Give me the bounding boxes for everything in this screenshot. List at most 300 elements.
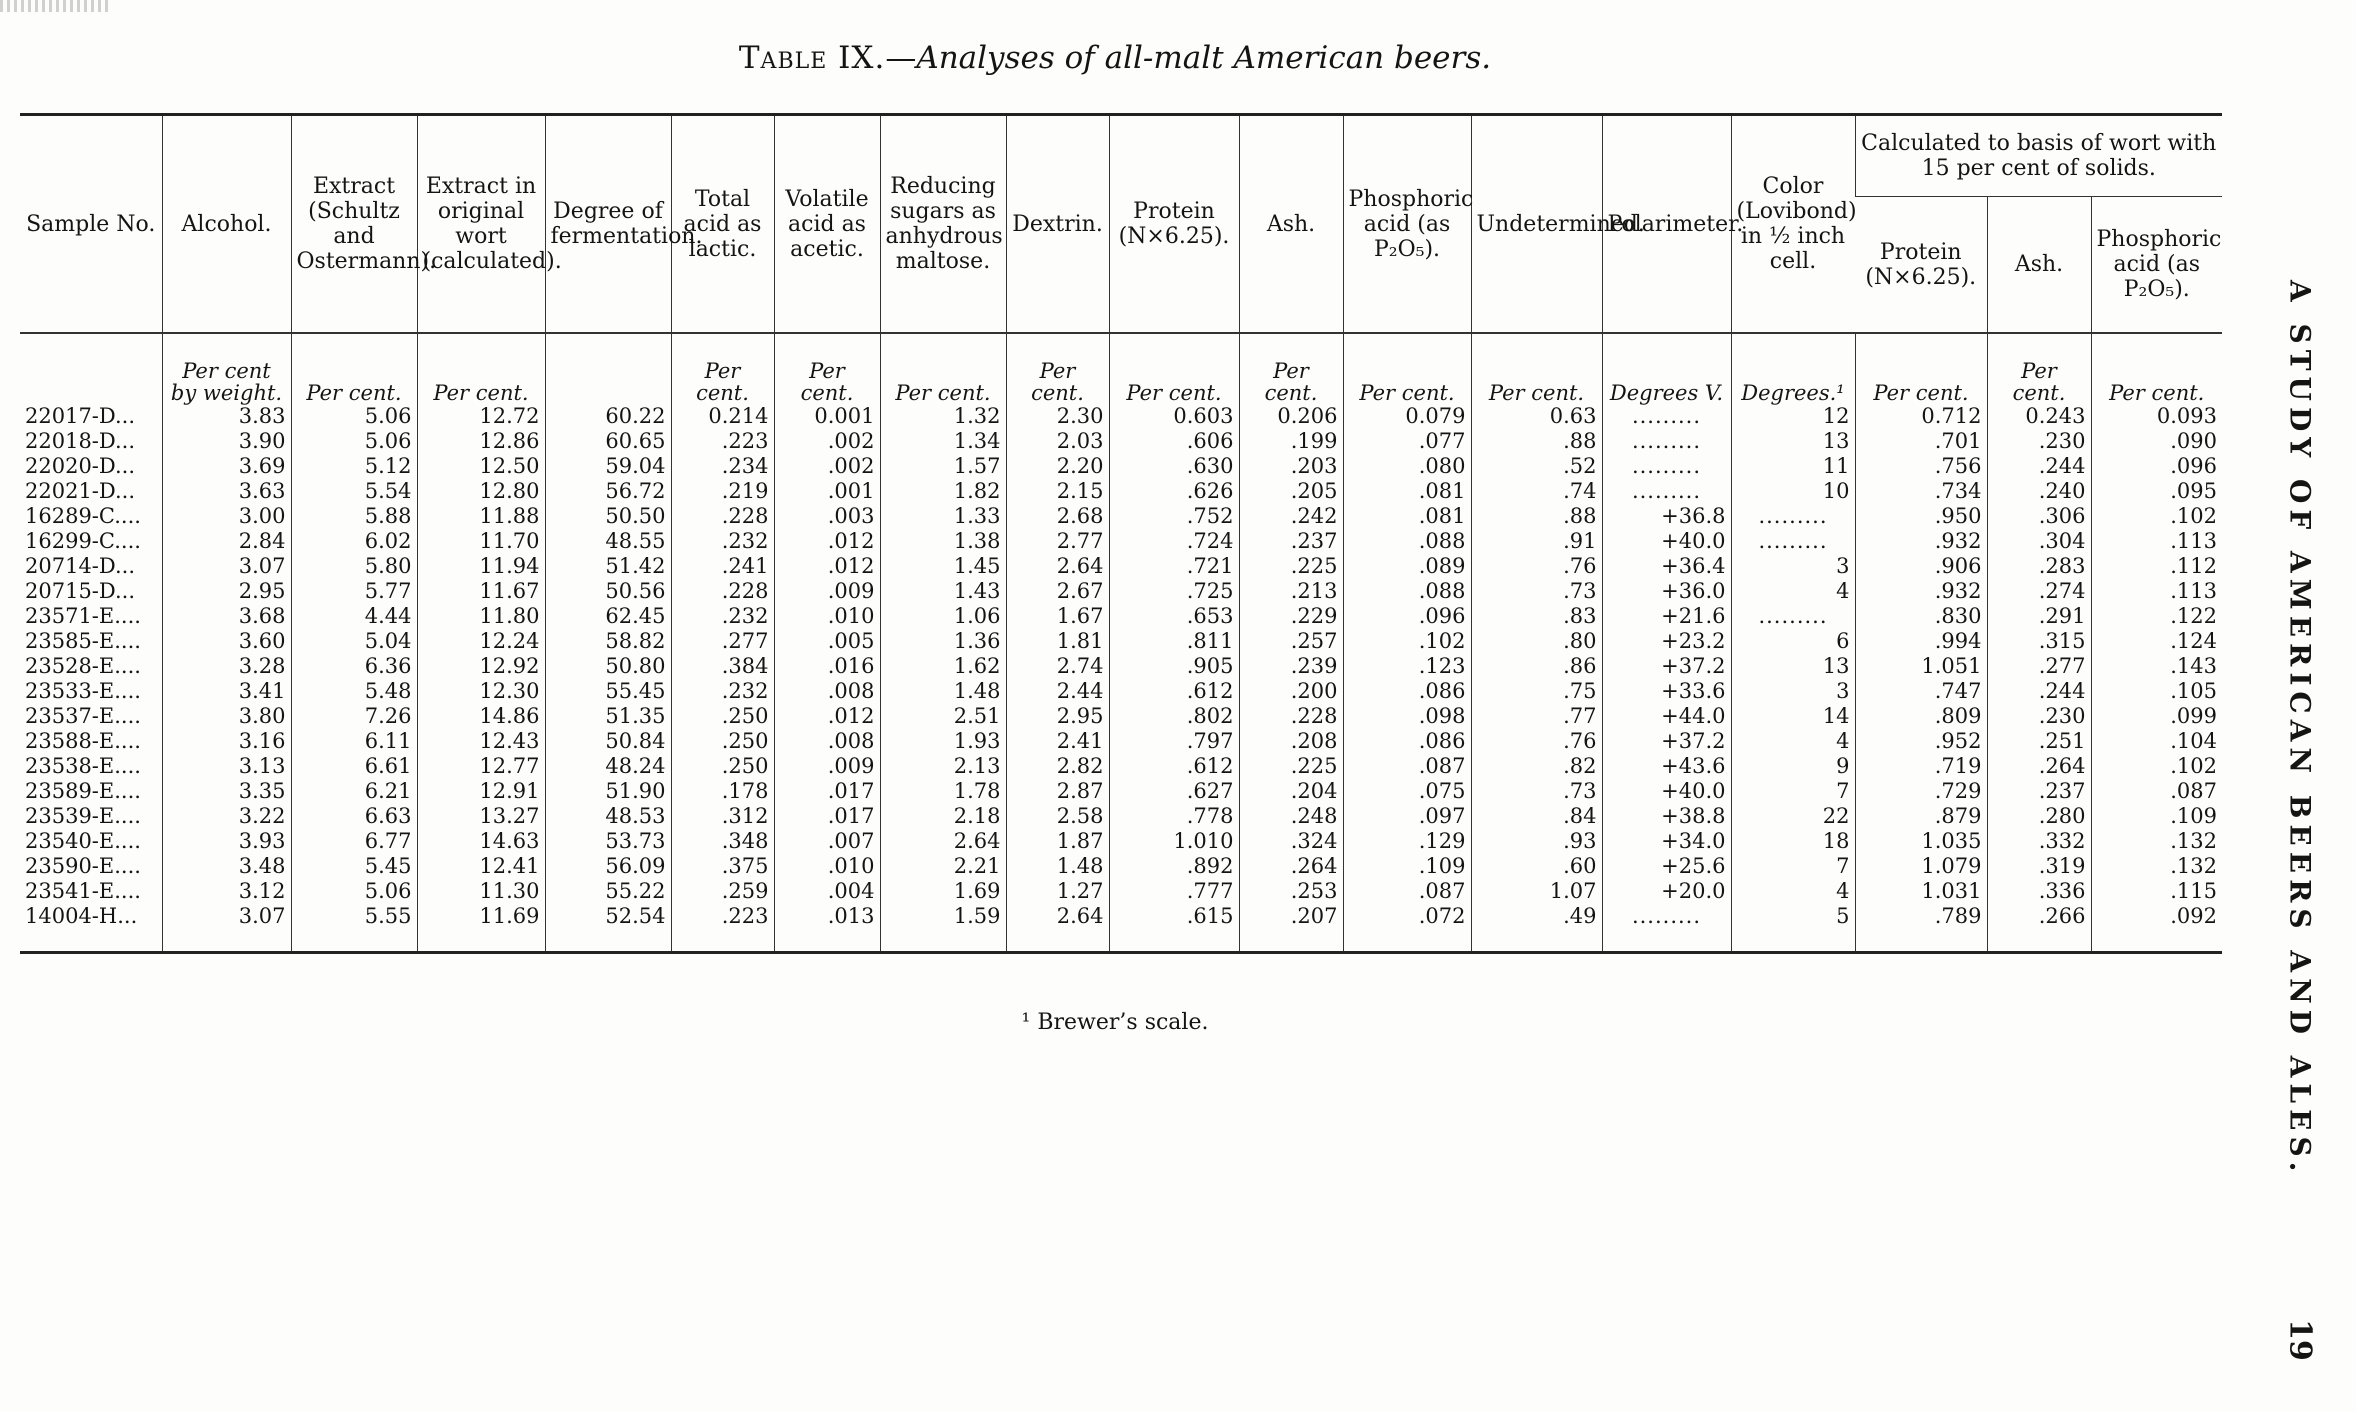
table-cell: +37.2 [1602, 729, 1731, 754]
table-cell: .75 [1471, 679, 1602, 704]
table-cell: ......... [1602, 479, 1731, 504]
table-cell: 5.45 [291, 854, 417, 879]
table-cell: 5.80 [291, 554, 417, 579]
table-cell: 5.48 [291, 679, 417, 704]
table-cell: 58.82 [545, 629, 671, 654]
table-cell: .811 [1109, 629, 1239, 654]
table-cell: .73 [1471, 779, 1602, 804]
table-cell: .93 [1471, 829, 1602, 854]
table-cell: .086 [1343, 679, 1471, 704]
table-cell: .324 [1239, 829, 1343, 854]
table-cell: .76 [1471, 729, 1602, 754]
table-cell: 56.09 [545, 854, 671, 879]
sample-number-cell: 23541-E.... [25, 879, 141, 903]
table-cell: .237 [1239, 529, 1343, 554]
table-cell: .232 [671, 679, 774, 704]
table-cell: 1.079 [1855, 854, 1987, 879]
table-cell: 1.82 [880, 479, 1006, 504]
table-cell: .077 [1343, 429, 1471, 454]
table-cell: .002 [774, 454, 880, 479]
table-cell: .109 [1343, 854, 1471, 879]
table-cell: .087 [1343, 754, 1471, 779]
table-cell: .123 [1343, 654, 1471, 679]
table-cell: 11.70 [417, 529, 545, 554]
table-cell: 3.80 [162, 704, 291, 729]
header-calc-protein: Protein (N×6.25). [1855, 197, 1987, 334]
table-cell: 11.67 [417, 579, 545, 604]
table-cell: .264 [1239, 854, 1343, 879]
table-cell: .74 [1471, 479, 1602, 504]
table-cell: 1.78 [880, 779, 1006, 804]
table-cell: .777 [1109, 879, 1239, 904]
table-cell: .102 [1343, 629, 1471, 654]
table-cell: 6.21 [291, 779, 417, 804]
table-cell: .097 [1343, 804, 1471, 829]
table-cell: .229 [1239, 604, 1343, 629]
table-cell: .088 [1343, 579, 1471, 604]
sample-number-cell: 23539-E.... [25, 804, 141, 828]
table-cell: 2.15 [1006, 479, 1109, 504]
header-calculated-group: Calculated to basis of wort with 15 per cent of solids. [1855, 115, 2222, 197]
table-cell: 1.69 [880, 879, 1006, 904]
header-phosphoric-acid: Phosphoric acid (as P₂O₅). [1343, 115, 1471, 334]
table-cell: +36.4 [1602, 554, 1731, 579]
table-cell: .081 [1343, 504, 1471, 529]
table-cell: .104 [2091, 729, 2222, 754]
title-dash: — [885, 40, 917, 76]
table-cell: 18 [1731, 829, 1855, 854]
table-cell: 0.206 [1239, 404, 1343, 429]
table-cell: .113 [2091, 529, 2222, 554]
table-cell: .277 [1987, 654, 2091, 679]
table-cell: .010 [774, 604, 880, 629]
table-cell: 2.77 [1006, 529, 1109, 554]
table-cell: 1.59 [880, 904, 1006, 953]
table-cell: .653 [1109, 604, 1239, 629]
table-cell: ......... [1602, 454, 1731, 479]
table-cell: 10 [1731, 479, 1855, 504]
table-cell: .001 [774, 479, 880, 504]
table-cell: .213 [1239, 579, 1343, 604]
table-cell: .253 [1239, 879, 1343, 904]
table-cell: 0.63 [1471, 404, 1602, 429]
table-cell: 0.093 [2091, 404, 2222, 429]
table-cell: 3 [1731, 679, 1855, 704]
table-cell: .630 [1109, 454, 1239, 479]
table-cell: .241 [671, 554, 774, 579]
table-cell: .86 [1471, 654, 1602, 679]
table-cell: .250 [671, 754, 774, 779]
table-cell: .232 [671, 529, 774, 554]
table-cell: .010 [774, 854, 880, 879]
table-row [20, 829, 2222, 854]
table-cell: .204 [1239, 779, 1343, 804]
table-cell: 50.50 [545, 504, 671, 529]
table-cell: .251 [1987, 729, 2091, 754]
table-cell: 1.57 [880, 454, 1006, 479]
table-cell: 14.63 [417, 829, 545, 854]
table-cell: .905 [1109, 654, 1239, 679]
table-row [20, 879, 2222, 904]
table-cell: 2.82 [1006, 754, 1109, 779]
table-cell: .003 [774, 504, 880, 529]
table-cell: .259 [671, 879, 774, 904]
table-cell: .83 [1471, 604, 1602, 629]
table-cell: 12.72 [417, 404, 545, 429]
table-cell: .087 [1343, 879, 1471, 904]
table-cell: .384 [671, 654, 774, 679]
table-cell: 11.69 [417, 904, 545, 953]
sample-number-cell: 23533-E.... [25, 679, 141, 703]
sample-number-cell: 23540-E.... [25, 829, 141, 853]
table-cell: ......... [1731, 604, 1855, 629]
table-cell: 2.64 [880, 829, 1006, 854]
unit-undetermined: Per cent. [1471, 333, 1602, 404]
table-cell: .724 [1109, 529, 1239, 554]
table-cell: .336 [1987, 879, 2091, 904]
table-cell: .112 [2091, 554, 2222, 579]
table-cell: ......... [1602, 429, 1731, 454]
table-cell: 2.64 [1006, 904, 1109, 953]
table-cell: 12.86 [417, 429, 545, 454]
sample-number-cell: 20714-D... [25, 554, 136, 578]
table-cell: .315 [1987, 629, 2091, 654]
table-cell: .124 [2091, 629, 2222, 654]
table-cell: .095 [2091, 479, 2222, 504]
sample-number-cell: 23528-E.... [25, 654, 141, 678]
table-cell: 14.86 [417, 704, 545, 729]
table-cell: 2.51 [880, 704, 1006, 729]
table-cell: ......... [1602, 404, 1731, 429]
table-cell: 11.94 [417, 554, 545, 579]
sample-number-cell: 20715-D... [25, 579, 136, 603]
table-row [20, 654, 2222, 679]
table-cell: 51.42 [545, 554, 671, 579]
table-cell: .007 [774, 829, 880, 854]
table-cell: 7 [1731, 854, 1855, 879]
unit-reducing-sugars: Per cent. [880, 333, 1006, 404]
table-cell: .52 [1471, 454, 1602, 479]
table-cell: +20.0 [1602, 879, 1731, 904]
table-cell: .013 [774, 904, 880, 953]
table-cell: +23.2 [1602, 629, 1731, 654]
table-cell: 5.55 [291, 904, 417, 953]
table-cell: 1.67 [1006, 604, 1109, 629]
table-cell: .004 [774, 879, 880, 904]
table-cell: 59.04 [545, 454, 671, 479]
table-cell: .081 [1343, 479, 1471, 504]
table-cell: .257 [1239, 629, 1343, 654]
table-cell: .250 [671, 704, 774, 729]
table-cell: 5.06 [291, 404, 417, 429]
table-cell: .747 [1855, 679, 1987, 704]
table-cell: .208 [1239, 729, 1343, 754]
table-cell: .729 [1855, 779, 1987, 804]
table-cell: 1.36 [880, 629, 1006, 654]
header-undetermined: Undetermined. [1471, 115, 1602, 334]
table-row [20, 579, 2222, 604]
table-cell: .005 [774, 629, 880, 654]
header-original-wort: Extract in original wort (calculated). [417, 115, 545, 334]
unit-color: Degrees.¹ [1731, 333, 1855, 404]
table-cell: 2.87 [1006, 779, 1109, 804]
header-calc-ash: Ash. [1987, 197, 2091, 334]
table-cell: .088 [1343, 529, 1471, 554]
table-cell: 2.13 [880, 754, 1006, 779]
table-cell: .016 [774, 654, 880, 679]
table-cell: .73 [1471, 579, 1602, 604]
table-cell: 5.88 [291, 504, 417, 529]
table-cell: 3.60 [162, 629, 291, 654]
table-cell: 9 [1731, 754, 1855, 779]
table-cell: +37.2 [1602, 654, 1731, 679]
table-cell: 1.07 [1471, 879, 1602, 904]
table-cell: 48.24 [545, 754, 671, 779]
table-cell: .129 [1343, 829, 1471, 854]
table-cell: .008 [774, 729, 880, 754]
table-row [20, 754, 2222, 779]
unit-volatile-acid: Per cent. [774, 333, 880, 404]
table-cell: 2.44 [1006, 679, 1109, 704]
unit-sample [20, 333, 162, 404]
table-cell: 1.06 [880, 604, 1006, 629]
table-cell: 2.68 [1006, 504, 1109, 529]
table-cell: 3.16 [162, 729, 291, 754]
table-cell: 6.77 [291, 829, 417, 854]
table-cell: .080 [1343, 454, 1471, 479]
unit-calc-ash: Per cent. [1987, 333, 2091, 404]
table-cell: 5.06 [291, 879, 417, 904]
header-fermentation: Degree of fermentation. [545, 115, 671, 334]
table-cell: 1.87 [1006, 829, 1109, 854]
footnote: ¹ Brewer’s scale. [1021, 1010, 1209, 1035]
table-cell: .178 [671, 779, 774, 804]
table-cell: .143 [2091, 654, 2222, 679]
table-cell: 6.36 [291, 654, 417, 679]
table-row [20, 454, 2222, 479]
table-cell: 2.74 [1006, 654, 1109, 679]
table-row [20, 854, 2222, 879]
table-cell: 12.80 [417, 479, 545, 504]
scan-artifact [0, 0, 110, 12]
table-cell: .230 [1987, 429, 2091, 454]
table-cell: .017 [774, 779, 880, 804]
sample-number-cell: 23571-E.... [25, 604, 141, 628]
header-reducing-sugars: Reducing sugars as anhydrous maltose. [880, 115, 1006, 334]
table-cell: .752 [1109, 504, 1239, 529]
table-cell: .002 [774, 429, 880, 454]
table-row [20, 404, 2222, 429]
table-cell: 0.243 [1987, 404, 2091, 429]
table-cell: .348 [671, 829, 774, 854]
table-cell: 1.031 [1855, 879, 1987, 904]
table-cell: .072 [1343, 904, 1471, 953]
table-cell: 2.20 [1006, 454, 1109, 479]
table-cell: .291 [1987, 604, 2091, 629]
table-cell: 5.12 [291, 454, 417, 479]
table-cell: +40.0 [1602, 779, 1731, 804]
table-cell: 1.035 [1855, 829, 1987, 854]
table-cell: ......... [1731, 504, 1855, 529]
table-cell: .234 [671, 454, 774, 479]
table-cell: 22 [1731, 804, 1855, 829]
table-cell: 12.91 [417, 779, 545, 804]
table-cell: .60 [1471, 854, 1602, 879]
table-cell: 12 [1731, 404, 1855, 429]
table-cell: .009 [774, 579, 880, 604]
table-cell: .132 [2091, 854, 2222, 879]
unit-phosphoric-acid: Per cent. [1343, 333, 1471, 404]
table-cell: 12.50 [417, 454, 545, 479]
table-cell: .122 [2091, 604, 2222, 629]
table-cell: .306 [1987, 504, 2091, 529]
table-row [20, 704, 2222, 729]
table-row [20, 679, 2222, 704]
table-cell: 6.02 [291, 529, 417, 554]
table-cell: 1.93 [880, 729, 1006, 754]
table-cell: .994 [1855, 629, 1987, 654]
table-cell: 56.72 [545, 479, 671, 504]
table-row [20, 779, 2222, 804]
table-cell: .319 [1987, 854, 2091, 879]
table-cell: .879 [1855, 804, 1987, 829]
table-cell: 1.33 [880, 504, 1006, 529]
table-cell: .230 [1987, 704, 2091, 729]
table-cell: .830 [1855, 604, 1987, 629]
table-cell: 4 [1731, 729, 1855, 754]
table-cell: .017 [774, 804, 880, 829]
table-cell: .701 [1855, 429, 1987, 454]
table-cell: .332 [1987, 829, 2091, 854]
table-cell: .612 [1109, 679, 1239, 704]
table-cell: 3.28 [162, 654, 291, 679]
table-cell: .087 [2091, 779, 2222, 804]
table-cell: 3 [1731, 554, 1855, 579]
table-cell: .797 [1109, 729, 1239, 754]
table-cell: .115 [2091, 879, 2222, 904]
table-cell: +40.0 [1602, 529, 1731, 554]
table-cell: 2.58 [1006, 804, 1109, 829]
table-cell: .84 [1471, 804, 1602, 829]
table-cell: .199 [1239, 429, 1343, 454]
table-cell: 7.26 [291, 704, 417, 729]
sample-number-cell: 16289-C.... [25, 504, 141, 528]
sample-number-cell: 23538-E.... [25, 754, 141, 778]
table-cell: .932 [1855, 579, 1987, 604]
table-cell: 2.84 [162, 529, 291, 554]
sample-number-cell: 22020-D... [25, 454, 136, 478]
table-cell: 3.41 [162, 679, 291, 704]
table-cell: 2.67 [1006, 579, 1109, 604]
table-cell: 11 [1731, 454, 1855, 479]
sample-number-cell: 14004-H... [25, 904, 138, 928]
table-cell: 1.43 [880, 579, 1006, 604]
table-cell: 3.48 [162, 854, 291, 879]
table-cell: 62.45 [545, 604, 671, 629]
table-row [20, 904, 2222, 953]
header-volatile-acid: Volatile acid as acetic. [774, 115, 880, 334]
table-cell: .778 [1109, 804, 1239, 829]
unit-extract: Per cent. [291, 333, 417, 404]
table-cell: .725 [1109, 579, 1239, 604]
header-color: Color (Lovibond) in ½ inch cell. [1731, 115, 1855, 334]
table-cell: 2.03 [1006, 429, 1109, 454]
header-sample-number: Sample No. [20, 115, 162, 334]
table-cell: .240 [1987, 479, 2091, 504]
table-cell: .102 [2091, 504, 2222, 529]
table-cell: 1.81 [1006, 629, 1109, 654]
table-cell: 13.27 [417, 804, 545, 829]
table-cell: 1.48 [1006, 854, 1109, 879]
table-cell: .627 [1109, 779, 1239, 804]
table-cell: .242 [1239, 504, 1343, 529]
table-cell: .76 [1471, 554, 1602, 579]
table-cell: 6.11 [291, 729, 417, 754]
header-total-acid: Total acid as lactic. [671, 115, 774, 334]
table-cell: 3.63 [162, 479, 291, 504]
unit-dextrin: Per cent. [1006, 333, 1109, 404]
table-cell: .721 [1109, 554, 1239, 579]
table-cell: .892 [1109, 854, 1239, 879]
table-cell: 5.06 [291, 429, 417, 454]
table-cell: 3.35 [162, 779, 291, 804]
header-dextrin: Dextrin. [1006, 115, 1109, 334]
table-cell: 6 [1731, 629, 1855, 654]
table-cell: .244 [1987, 454, 2091, 479]
table-cell: 48.55 [545, 529, 671, 554]
table-cell: .375 [671, 854, 774, 879]
table-cell: 1.38 [880, 529, 1006, 554]
table-cell: .203 [1239, 454, 1343, 479]
table-cell: 12.24 [417, 629, 545, 654]
table-row [20, 479, 2222, 504]
table-cell: .304 [1987, 529, 2091, 554]
table-cell: 48.53 [545, 804, 671, 829]
sample-number-cell: 23589-E.... [25, 779, 141, 803]
table-cell: .099 [2091, 704, 2222, 729]
table-cell: +44.0 [1602, 704, 1731, 729]
table-cell: 3.68 [162, 604, 291, 629]
table-cell: .802 [1109, 704, 1239, 729]
table-cell: 11.88 [417, 504, 545, 529]
table-cell: 3.13 [162, 754, 291, 779]
table-cell: .250 [671, 729, 774, 754]
table-cell: 5.54 [291, 479, 417, 504]
table-cell: .283 [1987, 554, 2091, 579]
table-cell: 5.77 [291, 579, 417, 604]
table-cell: 3.22 [162, 804, 291, 829]
table-cell: .223 [671, 429, 774, 454]
table-cell: .809 [1855, 704, 1987, 729]
sample-number-cell: 22021-D... [25, 479, 136, 503]
beer-analysis-table [20, 113, 2222, 954]
table-cell: +36.8 [1602, 504, 1731, 529]
table-cell: .239 [1239, 654, 1343, 679]
unit-total-acid: Per cent. [671, 333, 774, 404]
table-cell: 55.45 [545, 679, 671, 704]
table-cell: .109 [2091, 804, 2222, 829]
table-cell: 0.079 [1343, 404, 1471, 429]
unit-original-wort: Per cent. [417, 333, 545, 404]
table-cell: .49 [1471, 904, 1602, 953]
table-cell: .266 [1987, 904, 2091, 953]
table-cell: .719 [1855, 754, 1987, 779]
table-cell: .248 [1239, 804, 1343, 829]
table-cell: .626 [1109, 479, 1239, 504]
unit-fermentation [545, 333, 671, 404]
header-ash: Ash. [1239, 115, 1343, 334]
table-cell: 12.41 [417, 854, 545, 879]
